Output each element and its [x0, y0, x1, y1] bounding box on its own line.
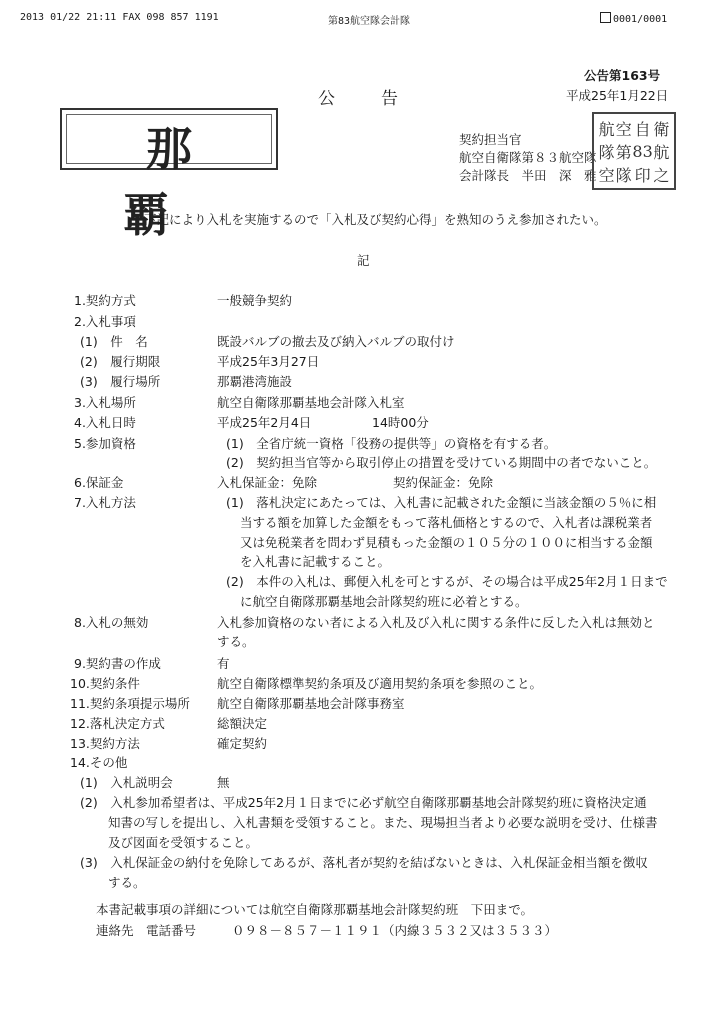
item7-line1: (1) 落札決定にあたっては、入札書に記載された金額に当該金額の５％に相 — [226, 495, 657, 510]
seal-char: 空 — [615, 120, 632, 139]
item14-3-line2: する。 — [108, 875, 146, 890]
item2-3-label: (3) 履行場所 — [80, 374, 161, 389]
seal-char: 隊 — [598, 143, 615, 162]
item7-line4: を入札書に記載すること。 — [240, 554, 391, 569]
item13-label: 13.契約方法 — [70, 736, 140, 751]
item14-2-line3: 及び図面を受領すること。 — [108, 835, 259, 850]
item11-value: 航空自衛隊那覇基地会計隊事務室 — [217, 696, 405, 711]
notice-date: 平成25年1月22日 — [566, 88, 669, 103]
fax-page-icon — [600, 12, 611, 23]
notice-title: 公告 — [318, 89, 444, 109]
naha-stamp — [60, 108, 278, 242]
notice-number: 公告第163号 — [584, 68, 661, 83]
item8-label: 8.入札の無効 — [74, 615, 149, 630]
intro-text: 下記により入札を実施するので「入札及び契約心得」を熟知のうえ参加されたい。 — [144, 212, 607, 227]
item2-label: 2.入札事項 — [74, 314, 136, 329]
item7-line3: 又は免税業者を問わず見積もった金額の１０５分の１００に相当する金額 — [240, 535, 653, 550]
issuer-role: 契約担当官 — [459, 132, 522, 147]
item1-value: 一般競争契約 — [217, 293, 293, 308]
item6-bid-deposit: 入札保証金：免除 — [217, 475, 318, 490]
item14-3-line1: (3) 入札保証金の納付を免除してあるが、落札者が契約を結ばないときは、入札保証金相当額を徴収 — [80, 855, 648, 870]
item10-label: 10.契約条件 — [70, 676, 140, 691]
item6-label: 6.保証金 — [74, 475, 124, 490]
item13-value: 確定契約 — [217, 736, 268, 751]
item8-line2: する。 — [217, 634, 255, 649]
item5-line2: (2) 契約担当官等から取引停止の措置を受けている期間中の者でないこと。 — [226, 455, 657, 470]
item5-line1: (1) 全省庁統一資格「役務の提供等」の資格を有する者。 — [226, 436, 557, 451]
item5-label: 5.参加資格 — [74, 436, 136, 451]
item10-value: 航空自衛隊標準契約条項及び適用契約条項を参照のこと。 — [217, 676, 543, 691]
item6-contract-deposit: 契約保証金：免除 — [393, 475, 494, 490]
naha-stamp-text: 那覇 — [123, 122, 238, 242]
seal-char: 印 — [634, 166, 651, 185]
item7-line5: (2) 本件の入札は、郵便入札を可とするが、その場合は平成25年2月１日まで — [226, 574, 668, 589]
seal-char: 第 — [615, 143, 632, 162]
item1-label: 1.契約方式 — [74, 293, 136, 308]
issuer-org: 航空自衛隊第８３航空隊 — [459, 150, 597, 165]
item3-value: 航空自衛隊那覇基地会計隊入札室 — [217, 395, 405, 410]
item3-label: 3.入札場所 — [74, 395, 136, 410]
ki-heading: 記 — [357, 253, 370, 268]
item14-2-line2: 知書の写しを提出し、入札書類を受領すること。また、現場担当者より必要な説明を受け、仕様書 — [108, 815, 658, 830]
seal-grid — [598, 117, 670, 185]
item7-line6: に航空自衛隊那覇基地会計隊契約班に必着とする。 — [240, 594, 528, 609]
item14-1-value: 無 — [217, 775, 230, 790]
item9-label: 9.契約書の作成 — [74, 656, 161, 671]
item2-1-label: (1) 件 名 — [80, 334, 148, 349]
official-seal — [592, 112, 676, 190]
item7-line2: 当する額を加算した金額をもって落札価格とするので、入札者は課税業者 — [240, 515, 653, 530]
seal-char: 之 — [653, 166, 670, 185]
seal-char: 83 — [632, 142, 653, 161]
item2-3-value: 那覇港湾施設 — [217, 374, 293, 389]
seal-char: 航 — [598, 120, 615, 139]
contact-label: 連絡先 電話番号 — [96, 923, 197, 938]
item4-time: 14時00分 — [372, 415, 429, 430]
seal-char: 衛 — [653, 120, 670, 139]
fax-page-number: 0001/0001 — [613, 14, 668, 25]
item12-label: 12.落札決定方式 — [70, 716, 165, 731]
item2-2-value: 平成25年3月27日 — [217, 354, 320, 369]
item14-1-label: (1) 入札説明会 — [80, 775, 173, 790]
fax-datetime: 2013 01/22 21:11 FAX 098 857 1191 — [20, 12, 219, 23]
item14-2-line1: (2) 入札参加希望者は、平成25年2月１日までに必ず航空自衛隊那覇基地会計隊契約班に資格決定通 — [80, 795, 647, 810]
item7-label: 7.入札方法 — [74, 495, 136, 510]
item12-value: 総額決定 — [217, 716, 268, 731]
fax-sender: 第83航空隊会計隊 — [328, 16, 411, 27]
contact-phone: ０９８－８５７－１１９１（内線３５３２又は３５３３） — [232, 923, 558, 938]
item9-value: 有 — [217, 656, 230, 671]
item4-label: 4.入札日時 — [74, 415, 136, 430]
item2-1-value: 既設バルブの撤去及び納入バルブの取付け — [217, 334, 455, 349]
fax-page — [600, 12, 667, 25]
seal-char: 自 — [634, 120, 651, 139]
seal-char: 航 — [653, 143, 670, 162]
seal-char: 空 — [598, 166, 615, 185]
item14-label: 14.その他 — [70, 755, 128, 770]
inquiry-text: 本書記載事項の詳細については航空自衛隊那覇基地会計隊契約班 下田まで。 — [96, 902, 534, 917]
item11-label: 11.契約条項提示場所 — [70, 696, 190, 711]
seal-char: 隊 — [615, 166, 632, 185]
item2-2-label: (2) 履行期限 — [80, 354, 161, 369]
item8-line1: 入札参加資格のない者による入札及び入札に関する条件に反した入札は無効と — [217, 615, 655, 630]
issuer-name: 会計隊長 半田 深 雅 — [459, 168, 597, 183]
item4-date: 平成25年2月4日 — [217, 415, 312, 430]
